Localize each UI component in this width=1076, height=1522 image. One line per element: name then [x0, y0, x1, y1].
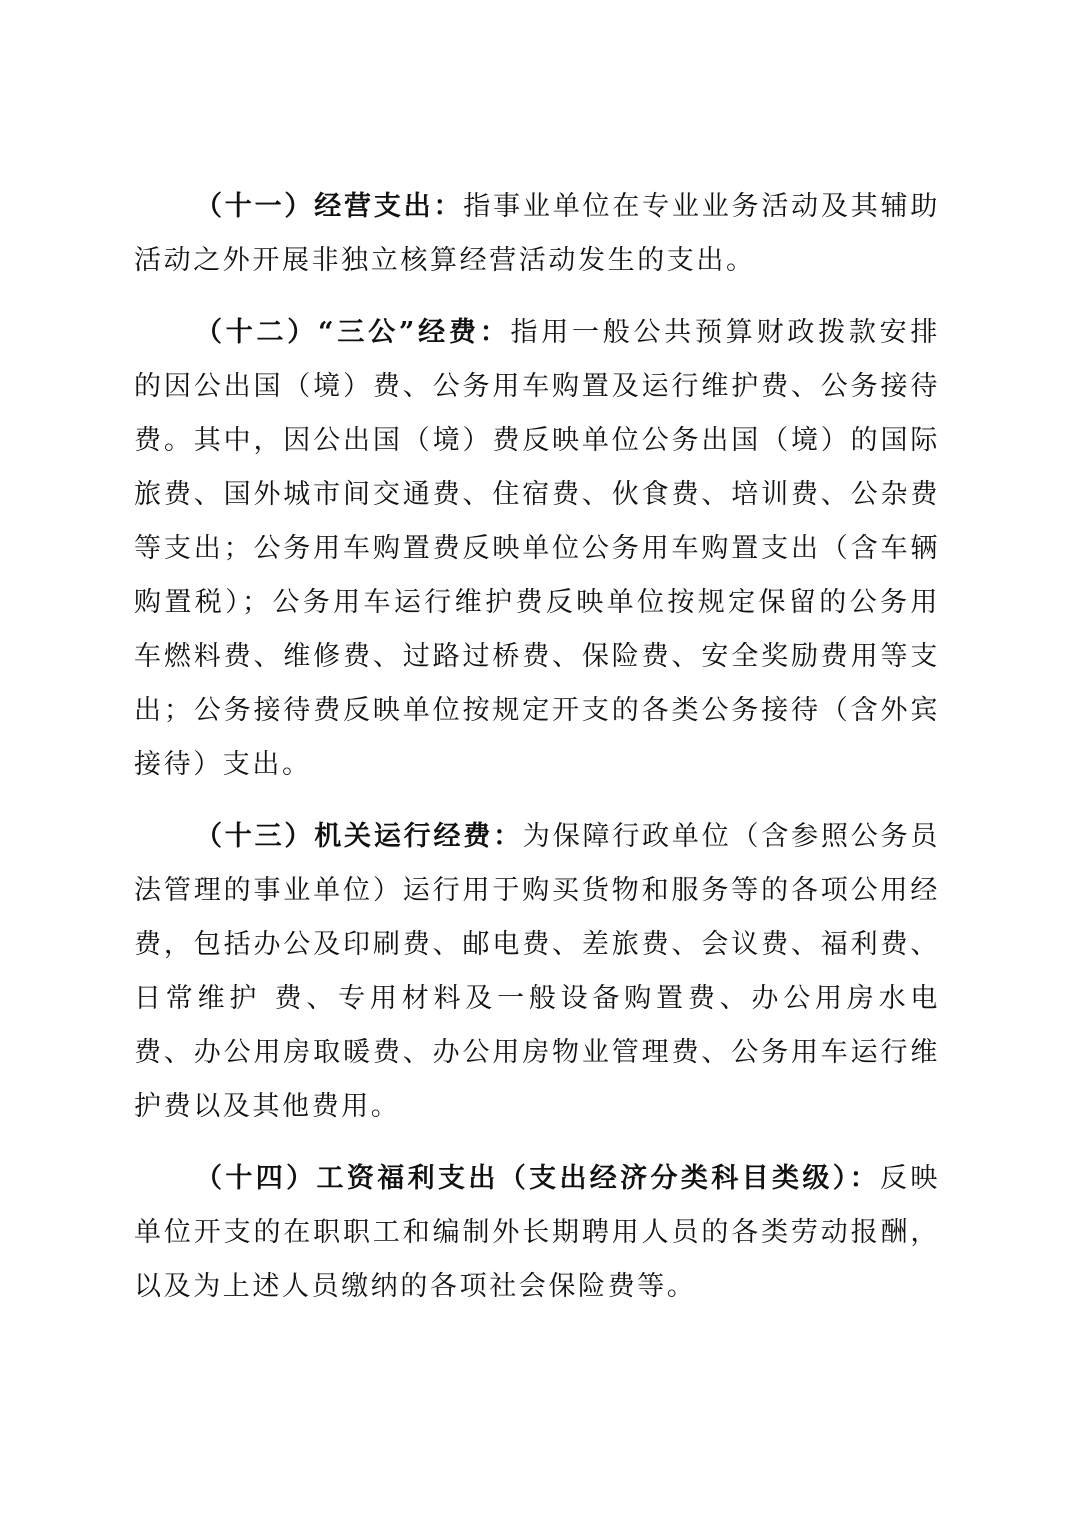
paragraph-agency-operating-funds — [134, 810, 940, 1134]
paragraph-body: 指事业单位在专业业务活动及其辅助活动之外开展非独立核算经营活动发生的支出。 — [134, 191, 940, 276]
paragraph-heading: （十一）经营支出： — [195, 191, 464, 222]
paragraph-heading: （十四）工资福利支出（支出经济分类科目类级）： — [195, 1163, 881, 1194]
paragraph-operating-expenses — [134, 180, 940, 288]
paragraph-salary-welfare-expenses — [134, 1152, 940, 1314]
paragraph-heading: （十三）机关运行经费： — [195, 821, 523, 852]
paragraph-body: 反映单位开支的在职职工和编制外长期聘用人员的各类劳动报酬，以及为上述人员缴纳的各项社会保险费等。 — [134, 1163, 940, 1302]
paragraph-body: 指用一般公共预算财政拨款安排的因公出国（境）费、公务用车购置及运行维护费、公务接待费。其中，因公出国（境）费反映单位公务出国（境）的国际旅费、国外城市间交通费、住宿费、伙食费、培训费、公杂费等支出；公务用车购置费反映单位公务用车购置支出（含车辆购置税）；公务用车运行维护费反映单位按规定保留的公务用车燃料费、维修费、过路过桥费、保险费、安全奖励费用等支出；公务接待费反映单位按规定开支的各类公务接待（含外宾接待）支出。 — [134, 317, 940, 780]
paragraph-body: 为保障行政单位（含参照公务员法管理的事业单位）运行用于购买货物和服务等的各项公用经费，包括办公及印刷费、邮电费、差旅费、会议费、福利费、日常维护 费、专用材料及一般设备购置费、办公用房水电费、办公用房取暖费、办公用房物业管理费、公务用车运行维护费以及其他费用。 — [134, 821, 940, 1122]
document-page — [134, 180, 940, 1314]
paragraph-heading: （十二）“三公”经费： — [195, 317, 511, 348]
paragraph-three-public-expenses — [134, 306, 940, 792]
